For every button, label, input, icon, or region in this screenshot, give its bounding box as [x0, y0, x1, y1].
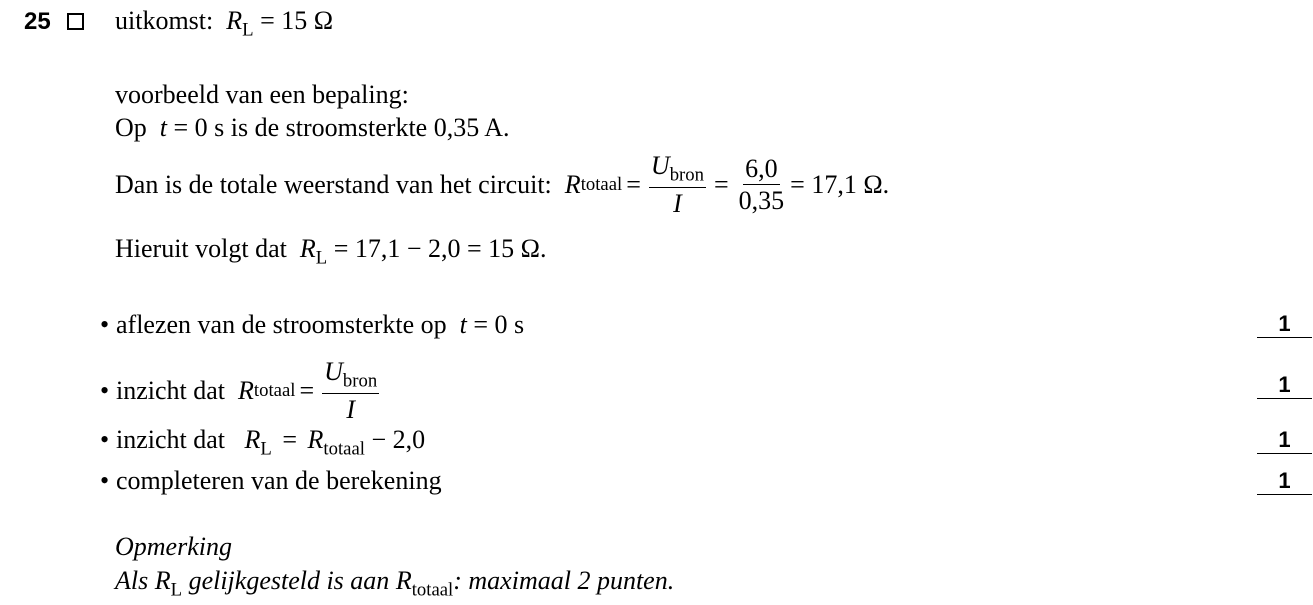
criterion-2-u-symbol: U [324, 357, 343, 386]
criterion-2-fraction [322, 358, 379, 423]
remark-rt-symbol: R [395, 566, 412, 595]
criterion-2-r-symbol: R [238, 375, 254, 405]
u-sub: bron [669, 164, 704, 186]
line3-symbol: R [299, 234, 316, 263]
line3-post: = 17,1 − 2,0 = 15 Ω. [333, 234, 547, 263]
outcome-sub: L [242, 19, 254, 41]
criterion-3: • inzicht dat $R_L = R_{totaal} - 2,0$ [100, 425, 426, 460]
example-line2: Dan is de totale weerstand van het circuit: R totaal = $\frac{U_{bron}}{I}$ = $\frac{6,0}{0,35}$ = 17,1 Ω. [115, 151, 890, 219]
criterion-3-points: 1 [1257, 427, 1312, 454]
u-symbol: U [650, 151, 670, 180]
r-total-symbol: R [564, 169, 581, 199]
criterion-3-text: inzicht dat [116, 425, 226, 454]
outcome-label: uitkomst: [115, 6, 214, 35]
criterion-3-rl-symbol: R [244, 425, 261, 454]
criterion-1-text: aflezen van de stroomsterkte op [116, 310, 447, 339]
den-value: 0,35 [738, 186, 785, 216]
criterion-3-rl-sub: L [260, 438, 272, 460]
criterion-2-u-sub: bron [342, 370, 378, 392]
criterion-4-points: 1 [1257, 468, 1312, 495]
criterion-4-text: completeren van de berekening [116, 466, 442, 495]
r-total-sub: totaal [580, 173, 623, 195]
criterion-2-r-sub: totaal [253, 379, 296, 401]
criterion-2: • inzicht dat R totaal = $\frac{U_{bron}}{I}$ [100, 357, 378, 425]
remark-pre: Als [115, 566, 149, 595]
criterion-2-text: inzicht dat [116, 375, 226, 405]
criterion-3-rt-symbol: R [307, 425, 324, 454]
criterion-2-points: 1 [1257, 372, 1312, 399]
criterion-2-i-symbol: I [346, 395, 355, 425]
example-heading: voorbeeld van een bepaling: [115, 80, 409, 109]
remark-rl-symbol: R [154, 566, 171, 595]
question-number: 25 [24, 8, 51, 35]
fraction-values [737, 155, 787, 215]
outcome-symbol: R [226, 6, 243, 35]
fraction-u-over-i [649, 152, 706, 217]
remark-post: : maximaal 2 punten. [453, 566, 675, 595]
line3-pre: Hieruit volgt dat [115, 234, 287, 263]
line1-pre: Op [115, 113, 147, 142]
remark-rt-sub: totaal [411, 579, 454, 601]
criterion-1: • aflezen van de stroomsterkte op t = 0 s [100, 310, 525, 339]
num-value: 6,0 [743, 155, 780, 185]
remark-rl-sub: L [170, 579, 183, 601]
criterion-3-post: − 2,0 [371, 425, 426, 454]
line1-var: t [159, 113, 168, 142]
checkbox-icon[interactable] [67, 13, 84, 30]
criterion-3-rt-sub: totaal [323, 438, 365, 460]
outcome-value: = 15 Ω [260, 6, 334, 35]
line3-sub: L [315, 247, 328, 269]
remark-heading: Opmerking [115, 532, 232, 561]
line1-post: = 0 s is de stroomsterkte 0,35 A. [173, 113, 510, 142]
i-symbol: I [673, 189, 682, 219]
remark-mid: gelijkgesteld is aan [188, 566, 390, 595]
example-line1 [115, 113, 510, 143]
outcome-line [115, 6, 333, 42]
criterion-4: • completeren van de berekening [100, 466, 442, 495]
example-line3 [115, 234, 547, 270]
line2-pre: Dan is de totale weerstand van het circuit: [115, 169, 552, 199]
r-total-result: = 17,1 Ω. [790, 169, 890, 199]
remark-text [115, 566, 674, 602]
criterion-1-points: 1 [1257, 311, 1312, 338]
